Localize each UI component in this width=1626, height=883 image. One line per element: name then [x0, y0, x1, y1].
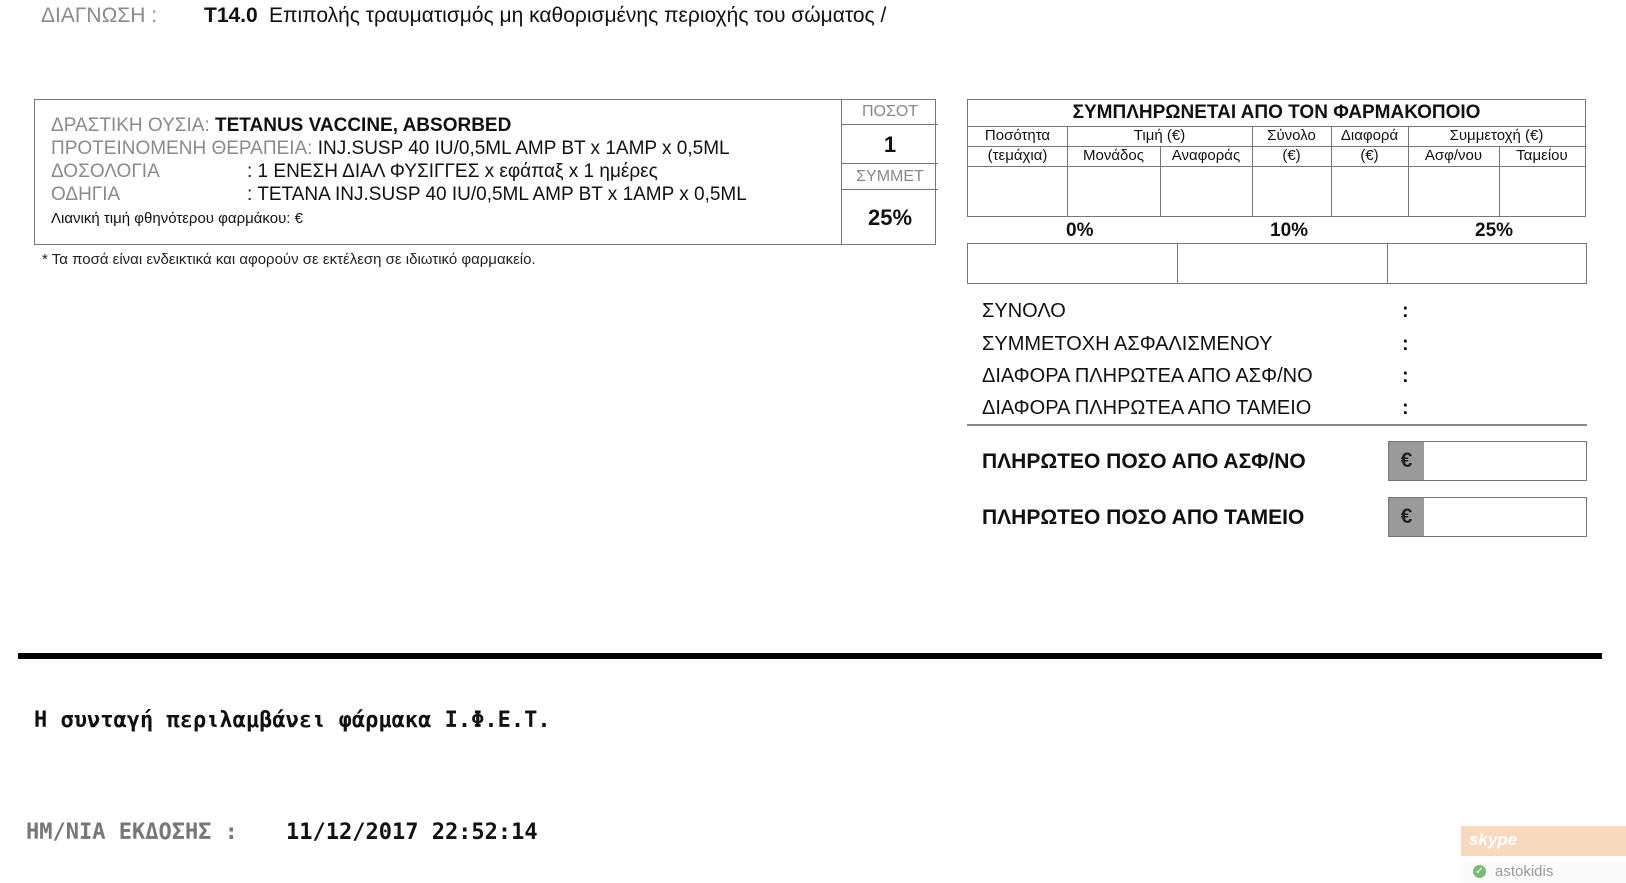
summary-insured-part-label: ΣΥΜΜΕΤΟΧΗ ΑΣΦΑΛΙΣΜΕΝΟΥ: [982, 333, 1273, 355]
quantity-header: ΠΟΣΟΤ: [842, 99, 938, 125]
summary-diff-insured-label: ΔΙΑΦΟΡΑ ΠΛΗΡΩΤΕΑ ΑΠΟ ΑΣΦ/ΝΟ: [982, 365, 1313, 387]
skype-notification[interactable]: [1461, 826, 1626, 856]
diagnosis-code: T14.0: [204, 4, 258, 27]
skype-logo-icon: skype: [1469, 830, 1518, 849]
summary-insured-part-colon: :: [1402, 333, 1409, 355]
col-total-subheader: (€): [1282, 147, 1301, 164]
pay-insured-label: ΠΛΗΡΩΤΕΟ ΠΟΣΟ ΑΠΟ ΑΣΦ/ΝΟ: [982, 450, 1306, 473]
ifet-note: Η συνταγή περιλαμβάνει φάρμακα Ι.Φ.Ε.Τ.: [34, 708, 551, 733]
col-price-unit-header: Μονάδος: [1083, 147, 1144, 164]
therapy-label: ΠΡΟΤΕΙΝΟΜΕΝΗ ΘΕΡΑΠΕΙΑ:: [51, 138, 313, 159]
summary-total-label: ΣΥΝΟΛΟ: [982, 300, 1066, 322]
substance-row: [51, 115, 511, 137]
col-total-header: Σύνολο: [1267, 127, 1316, 144]
skype-contact-row[interactable]: [1461, 862, 1626, 883]
issue-date-value: 11/12/2017 22:52:14: [286, 820, 538, 845]
instruction-row: [51, 184, 747, 206]
col-part-fund-header: Ταμείου: [1516, 147, 1568, 164]
col-quantity-subheader: (τεμάχια): [987, 147, 1048, 164]
instruction-label: ΟΔΗΓΙΑ: [51, 184, 121, 205]
quantity-column: [841, 99, 938, 245]
pharmacist-table: [967, 99, 1586, 217]
pay-fund-label: ΠΛΗΡΩΤΕΟ ΠΟΣΟ ΑΠΟ ΤΑΜΕΙΟ: [982, 506, 1305, 529]
pct-0-label: 0%: [1066, 220, 1094, 241]
diagnosis-text: Επιπολής τραυματισμός μη καθορισμένης περιοχής του σώματος /: [269, 4, 887, 27]
dosage-row: [51, 161, 658, 183]
online-status-icon: ✓: [1473, 865, 1486, 878]
diagnosis-label: ΔΙΑΓΝΩΣΗ :: [41, 4, 158, 27]
pct-10-label: 10%: [1270, 220, 1309, 241]
pay-insured-field[interactable]: [1388, 441, 1587, 481]
col-diff-subheader: (€): [1360, 147, 1379, 164]
summary-diff-insured-colon: :: [1402, 365, 1409, 387]
pct-25-label: 25%: [1475, 220, 1514, 241]
summary-diff-fund-label: ΔΙΑΦΟΡΑ ΠΛΗΡΩΤΕΑ ΑΠΟ ΤΑΜΕΙΟ: [982, 397, 1312, 419]
section-divider: [18, 653, 1602, 659]
pct-divider-2: [1387, 244, 1388, 283]
euro-icon: €: [1389, 442, 1424, 480]
pharmacist-table-title: ΣΥΜΠΛΗΡΩΝΕΤΑΙ ΑΠΟ ΤΟΝ ΦΑΡΜΑΚΟΠΟΙΟ: [968, 100, 1585, 127]
retail-price-note: Λιανική τιμή φθηνότερου φαρμάκου: €: [51, 210, 303, 227]
drug-box: [34, 99, 936, 245]
col-diff-header: Διαφορά: [1340, 127, 1399, 144]
col-price-ref-header: Αναφοράς: [1171, 147, 1241, 164]
therapy-value: INJ.SUSP 40 IU/0,5ML AMP BT x 1AMP x 0,5ML: [317, 138, 730, 159]
pct-divider-1: [1177, 244, 1178, 283]
summary-divider: [967, 424, 1587, 426]
summary-total-colon: :: [1402, 300, 1409, 322]
col-quantity-header: Ποσότητα: [984, 127, 1051, 144]
substance-value: TETANUS VACCINE, ABSORBED: [215, 115, 512, 136]
summary-diff-fund-colon: :: [1402, 397, 1409, 419]
header-bottom-line: [968, 166, 1585, 167]
col-part-insured-header: Ασφ/νου: [1424, 147, 1483, 164]
substance-label: ΔΡΑΣΤΙΚΗ ΟΥΣΙΑ:: [51, 115, 210, 136]
participation-value: 25%: [867, 205, 913, 230]
dosage-label: ΔΟΣΟΛΟΓΙΑ: [51, 161, 160, 182]
col-participation-header: Συμμετοχή (€): [1449, 127, 1544, 144]
skype-username: astokidis: [1495, 863, 1554, 880]
percentage-box: [967, 243, 1587, 284]
euro-icon: €: [1389, 498, 1424, 536]
participation-header: ΣΥΜΜΕΤ: [842, 164, 938, 190]
therapy-row: [51, 138, 730, 160]
footnote: * Τα ποσά είναι ενδεικτικά και αφορούν σε εκτέλεση σε ιδιωτικό φαρμακείο.: [42, 251, 536, 268]
dosage-value: : 1 ΕΝΕΣΗ ΔΙΑΛ ΦΥΣΙΓΓΕΣ x εφάπαξ x 1 ημέρες: [247, 161, 658, 182]
instruction-value: : TETANA INJ.SUSP 40 IU/0,5ML AMP BT x 1AMP x 0,5ML: [247, 184, 747, 205]
quantity-value: 1: [842, 125, 938, 164]
col-price-header: Τιμή (€): [1133, 127, 1186, 144]
issue-date-label: ΗΜ/ΝΙΑ ΕΚΔΟΣΗΣ :: [26, 820, 238, 845]
pay-fund-field[interactable]: [1388, 497, 1587, 537]
